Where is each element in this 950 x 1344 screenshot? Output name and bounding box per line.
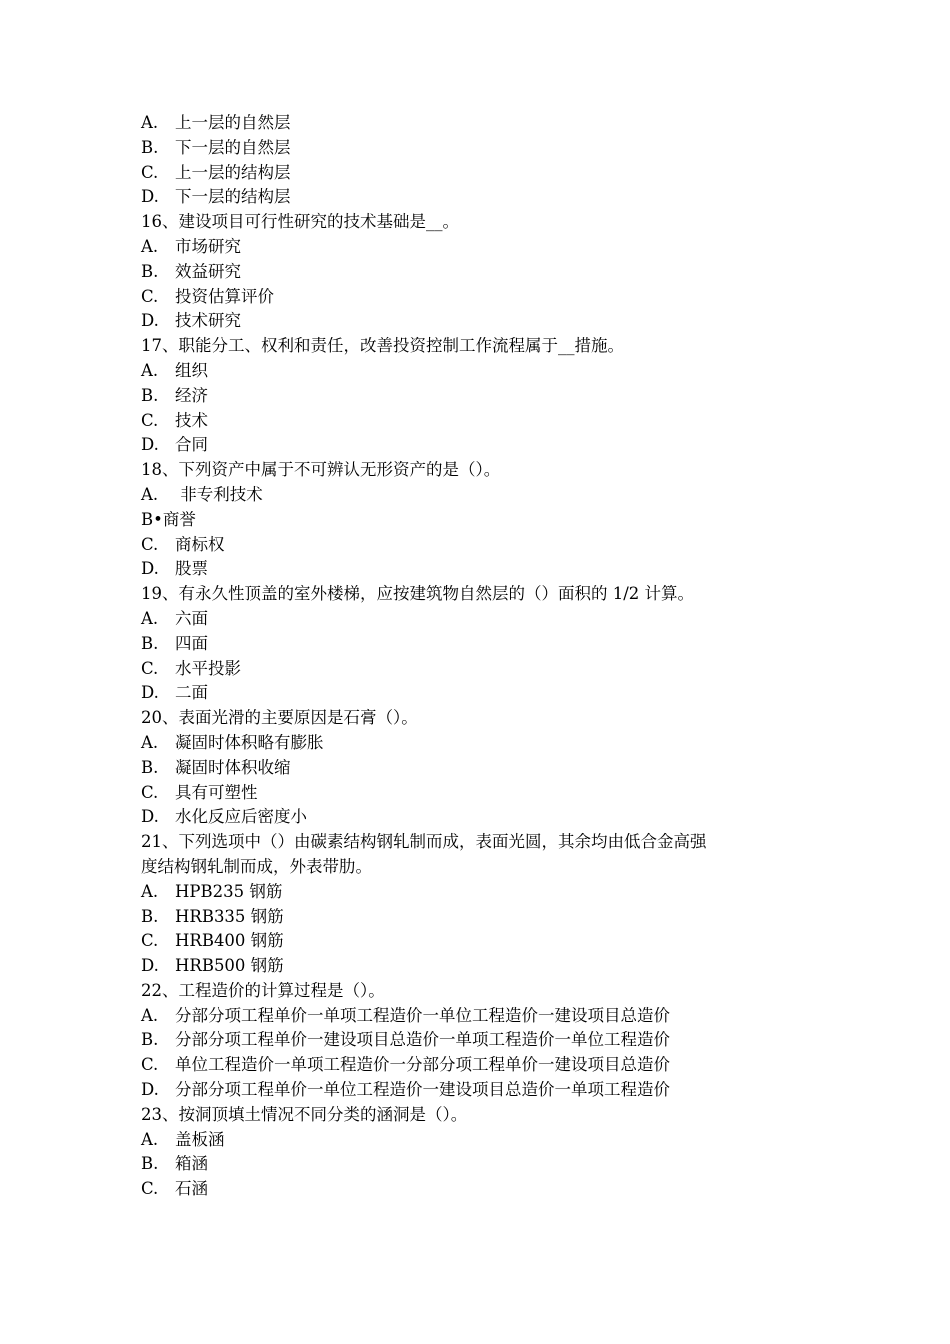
answer-option [141, 185, 801, 210]
option-letter: C. [141, 1179, 159, 1199]
option-text: 非专利技术 [175, 484, 263, 504]
question-text: 20、表面光滑的主要原因是石膏（）。 [141, 708, 418, 728]
answer-option [141, 1177, 801, 1202]
answer-option [141, 309, 801, 334]
option-text: 下一层的结构层 [175, 187, 291, 207]
answer-option [141, 1004, 801, 1029]
answer-option [141, 880, 801, 905]
answer-option [141, 929, 801, 954]
option-text: HRB500 钢筋 [175, 956, 284, 976]
option-letter: C. [141, 658, 159, 678]
option-letter: C. [141, 931, 159, 951]
option-letter: B. [141, 633, 159, 653]
option-text: 凝固时体积略有膨胀 [175, 732, 324, 752]
option-text: 下一层的自然层 [175, 137, 291, 157]
answer-option [141, 632, 801, 657]
option-letter: C. [141, 782, 159, 802]
option-letter: A. [141, 732, 159, 752]
question-text: 22、工程造价的计算过程是（）。 [141, 980, 385, 1000]
option-text: 分部分项工程单价一单项工程造价一单位工程造价一建设项目总造价 [175, 1005, 670, 1025]
answer-option [141, 235, 801, 260]
option-text: 凝固时体积收缩 [175, 757, 291, 777]
option-text: 六面 [175, 608, 208, 628]
option-letter: A. [141, 236, 159, 256]
option-text: 市场研究 [175, 236, 241, 256]
option-text: 股票 [175, 559, 208, 579]
answer-option [141, 557, 801, 582]
answer-option [141, 805, 801, 830]
answer-option [141, 161, 801, 186]
option-letter: B. [141, 906, 159, 926]
question-text: 23、按洞顶填土情况不同分类的涵洞是（）。 [141, 1104, 468, 1124]
option-text: 技术 [175, 410, 208, 430]
answer-option [141, 607, 801, 632]
option-letter: D. [141, 683, 159, 703]
option-letter: B. [141, 757, 159, 777]
option-text: 上一层的结构层 [175, 162, 291, 182]
option-text: 商标权 [175, 534, 225, 554]
option-letter: C. [141, 1055, 159, 1075]
option-text: HRB400 钢筋 [175, 931, 284, 951]
answer-option [141, 1053, 801, 1078]
answer-option [141, 433, 801, 458]
answer-option [141, 533, 801, 558]
answer-option [141, 1028, 801, 1053]
question-text: 17、职能分工、权利和责任，改善投资控制工作流程属于__措施。 [141, 336, 624, 356]
option-text: 组织 [175, 360, 208, 380]
answer-option [141, 905, 801, 930]
option-letter: D. [141, 311, 159, 331]
answer-option [141, 260, 801, 285]
answer-option [141, 1128, 801, 1153]
option-text: 四面 [175, 633, 208, 653]
option-letter: A. [141, 881, 159, 901]
option-text: 分部分项工程单价一单位工程造价一建设项目总造价一单项工程造价 [175, 1080, 670, 1100]
option-letter: C. [141, 286, 159, 306]
answer-option [141, 1152, 801, 1177]
option-letter: D. [141, 807, 159, 827]
answer-option [141, 1078, 801, 1103]
option-letter: D. [141, 187, 159, 207]
option-text: 分部分项工程单价一建设项目总造价一单项工程造价一单位工程造价 [175, 1030, 670, 1050]
question-text: 21、下列选项中（）由碳素结构钢轧制而成，表面光圆，其余均由低合金高强 [141, 832, 707, 852]
option-text: 效益研究 [175, 261, 241, 281]
answer-option [141, 657, 801, 682]
question-text: 16、建设项目可行性研究的技术基础是__。 [141, 212, 459, 232]
answer-option [141, 384, 801, 409]
option-text: 水化反应后密度小 [175, 807, 307, 827]
option-letter: B. [141, 137, 159, 157]
option-letter: C. [141, 410, 159, 430]
answer-option [141, 731, 801, 756]
option-text: HRB335 钢筋 [175, 906, 284, 926]
answer-option [141, 483, 801, 508]
option-letter: C. [141, 534, 159, 554]
option-text: 技术研究 [175, 311, 241, 331]
option-text: 箱涵 [175, 1154, 208, 1174]
option-letter: D. [141, 1080, 159, 1100]
option-text: 具有可塑性 [175, 782, 258, 802]
question-text: 18、下列资产中属于不可辨认无形资产的是（）。 [141, 460, 501, 480]
option-letter: B. [141, 1030, 159, 1050]
answer-option [141, 285, 801, 310]
question-text: 度结构钢轧制而成，外表带肋。 [141, 856, 372, 876]
option-letter: A. [141, 113, 159, 132]
option-letter: D. [141, 956, 159, 976]
option-letter: A. [141, 1129, 159, 1149]
answer-option [141, 954, 801, 979]
answer-option [141, 781, 801, 806]
option-text: 石涵 [175, 1179, 208, 1199]
option-text: 二面 [175, 683, 208, 703]
option-text: 投资估算评价 [175, 286, 274, 306]
option-text: 单位工程造价一单项工程造价一分部分项工程单价一建设项目总造价 [175, 1055, 670, 1075]
option-letter: A. [141, 360, 159, 380]
option-letter: B. [141, 1154, 159, 1174]
answer-option [141, 409, 801, 434]
answer-option [141, 136, 801, 161]
option-letter: D. [141, 435, 159, 455]
question-text: B•商誉 [141, 509, 196, 529]
option-letter: A. [141, 608, 159, 628]
option-text: HPB235 钢筋 [175, 881, 283, 901]
option-letter: C. [141, 162, 159, 182]
answer-option [141, 359, 801, 384]
option-letter: D. [141, 559, 159, 579]
option-letter: B. [141, 385, 159, 405]
answer-option [141, 756, 801, 781]
answer-option [141, 681, 801, 706]
option-text: 水平投影 [175, 658, 241, 678]
document-page [141, 111, 801, 1202]
option-letter: A. [141, 484, 159, 504]
option-text: 盖板涵 [175, 1129, 225, 1149]
option-letter: B. [141, 261, 159, 281]
option-letter: A. [141, 1005, 159, 1025]
option-text: 上一层的自然层 [175, 113, 291, 132]
option-text: 经济 [175, 385, 208, 405]
option-text: 合同 [175, 435, 208, 455]
question-text: 19、有永久性顶盖的室外楼梯，应按建筑物自然层的（）面积的 1/2 计算。 [141, 584, 695, 604]
answer-option [141, 111, 801, 136]
